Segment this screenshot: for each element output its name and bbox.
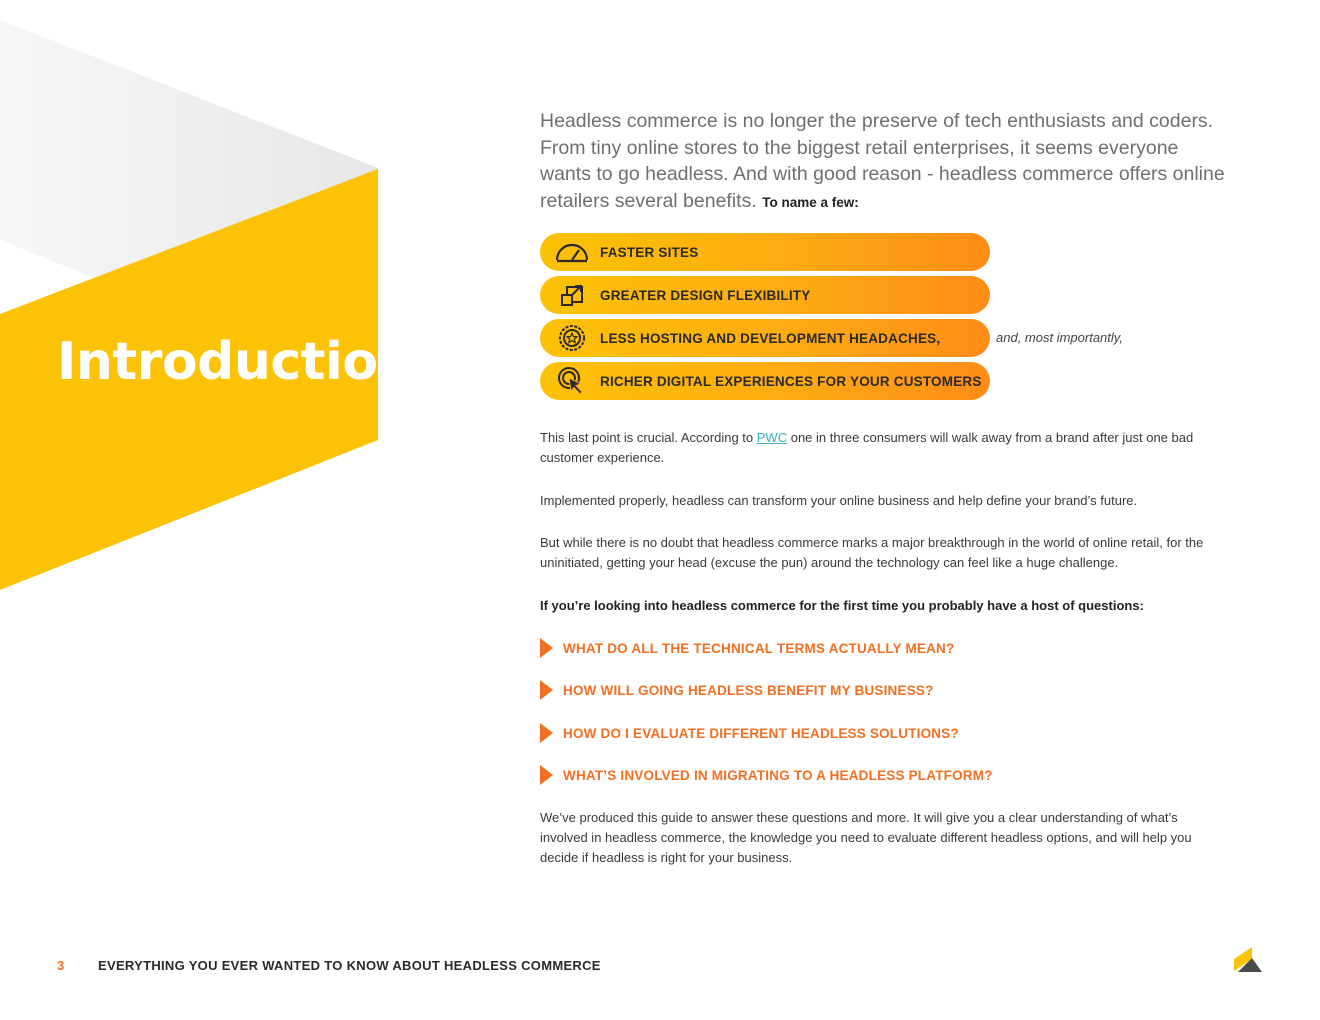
- brand-logo-icon: [1234, 945, 1264, 975]
- p1-after: one in three consumers will walk away from a brand after just one bad customer experience.: [540, 430, 1194, 465]
- paragraph-transform: Implemented properly, headless can transform your online business and help define your brand’s future.: [540, 493, 1138, 508]
- benefit-pill-hosting-headaches: [540, 319, 990, 357]
- paragraph-pwc: [540, 428, 1220, 468]
- p1-before: This last point is crucial. According to: [540, 430, 757, 445]
- intro-paragraph: [540, 108, 1230, 217]
- page-title: Introduction: [57, 332, 415, 392]
- speedometer-icon: [555, 238, 589, 266]
- decorative-hexagon-shapes: [0, 0, 380, 600]
- intro-text: Headless commerce is no longer the preserve of tech enthusiasts and coders. From tiny online stores to the biggest retail enterprises, it seems everyone wants to go headless. And with good reason - headless commerce offers online retailers several benefits.: [540, 110, 1225, 213]
- footer-doc-title: EVERYTHING YOU EVER WANTED TO KNOW ABOUT HEADLESS COMMERCE: [98, 958, 601, 973]
- question-text: HOW WILL GOING HEADLESS BENEFIT MY BUSINESS?: [563, 682, 934, 698]
- badge-icon: [555, 324, 589, 352]
- pwc-link[interactable]: PWC: [756, 430, 788, 445]
- question-item: [540, 680, 934, 700]
- page-number: 3: [57, 958, 65, 973]
- question-text: WHAT’S INVOLVED IN MIGRATING TO A HEADLESS PLATFORM?: [563, 767, 993, 783]
- benefit-label: LESS HOSTING AND DEVELOPMENT HEADACHES,: [600, 330, 941, 346]
- triangle-bullet-icon: [540, 638, 553, 658]
- paragraph-challenge: But while there is no doubt that headless commerce marks a major breakthrough in the world of online retail, for the uninitiated, getting your head (excuse the pun) around the technology can feel like a huge challenge.: [540, 535, 1204, 570]
- benefit-label: FASTER SITES: [600, 244, 699, 260]
- benefits-aside: and, most importantly,: [996, 330, 1123, 345]
- triangle-bullet-icon: [540, 765, 553, 785]
- resize-icon: [555, 281, 589, 309]
- triangle-bullet-icon: [540, 680, 553, 700]
- cursor-click-icon: [555, 367, 589, 395]
- triangle-bullet-icon: [540, 723, 553, 743]
- benefit-pill-design-flexibility: [540, 276, 990, 314]
- question-item: [540, 765, 993, 785]
- question-item: [540, 638, 954, 658]
- paragraph-guide-summary: We’ve produced this guide to answer these questions and more. It will give you a clear understanding of what’s involved in headless commerce, the knowledge you need to evaluate different headless options, and will help you decide if headless is right for your business.: [540, 810, 1192, 865]
- question-text: WHAT DO ALL THE TECHNICAL TERMS ACTUALLY MEAN?: [563, 640, 955, 656]
- question-item: [540, 723, 959, 743]
- benefit-pill-faster-sites: [540, 233, 990, 271]
- benefit-label: GREATER DESIGN FLEXIBILITY: [600, 287, 811, 303]
- benefit-pill-richer-experiences: [540, 362, 990, 400]
- paragraph-questions-lead: If you’re looking into headless commerce for the first time you probably have a host of questions:: [540, 598, 1144, 613]
- benefit-label: RICHER DIGITAL EXPERIENCES FOR YOUR CUSTOMERS: [600, 373, 982, 389]
- intro-lead-bold: To name a few:: [762, 195, 859, 211]
- question-text: HOW DO I EVALUATE DIFFERENT HEADLESS SOLUTIONS?: [563, 725, 959, 741]
